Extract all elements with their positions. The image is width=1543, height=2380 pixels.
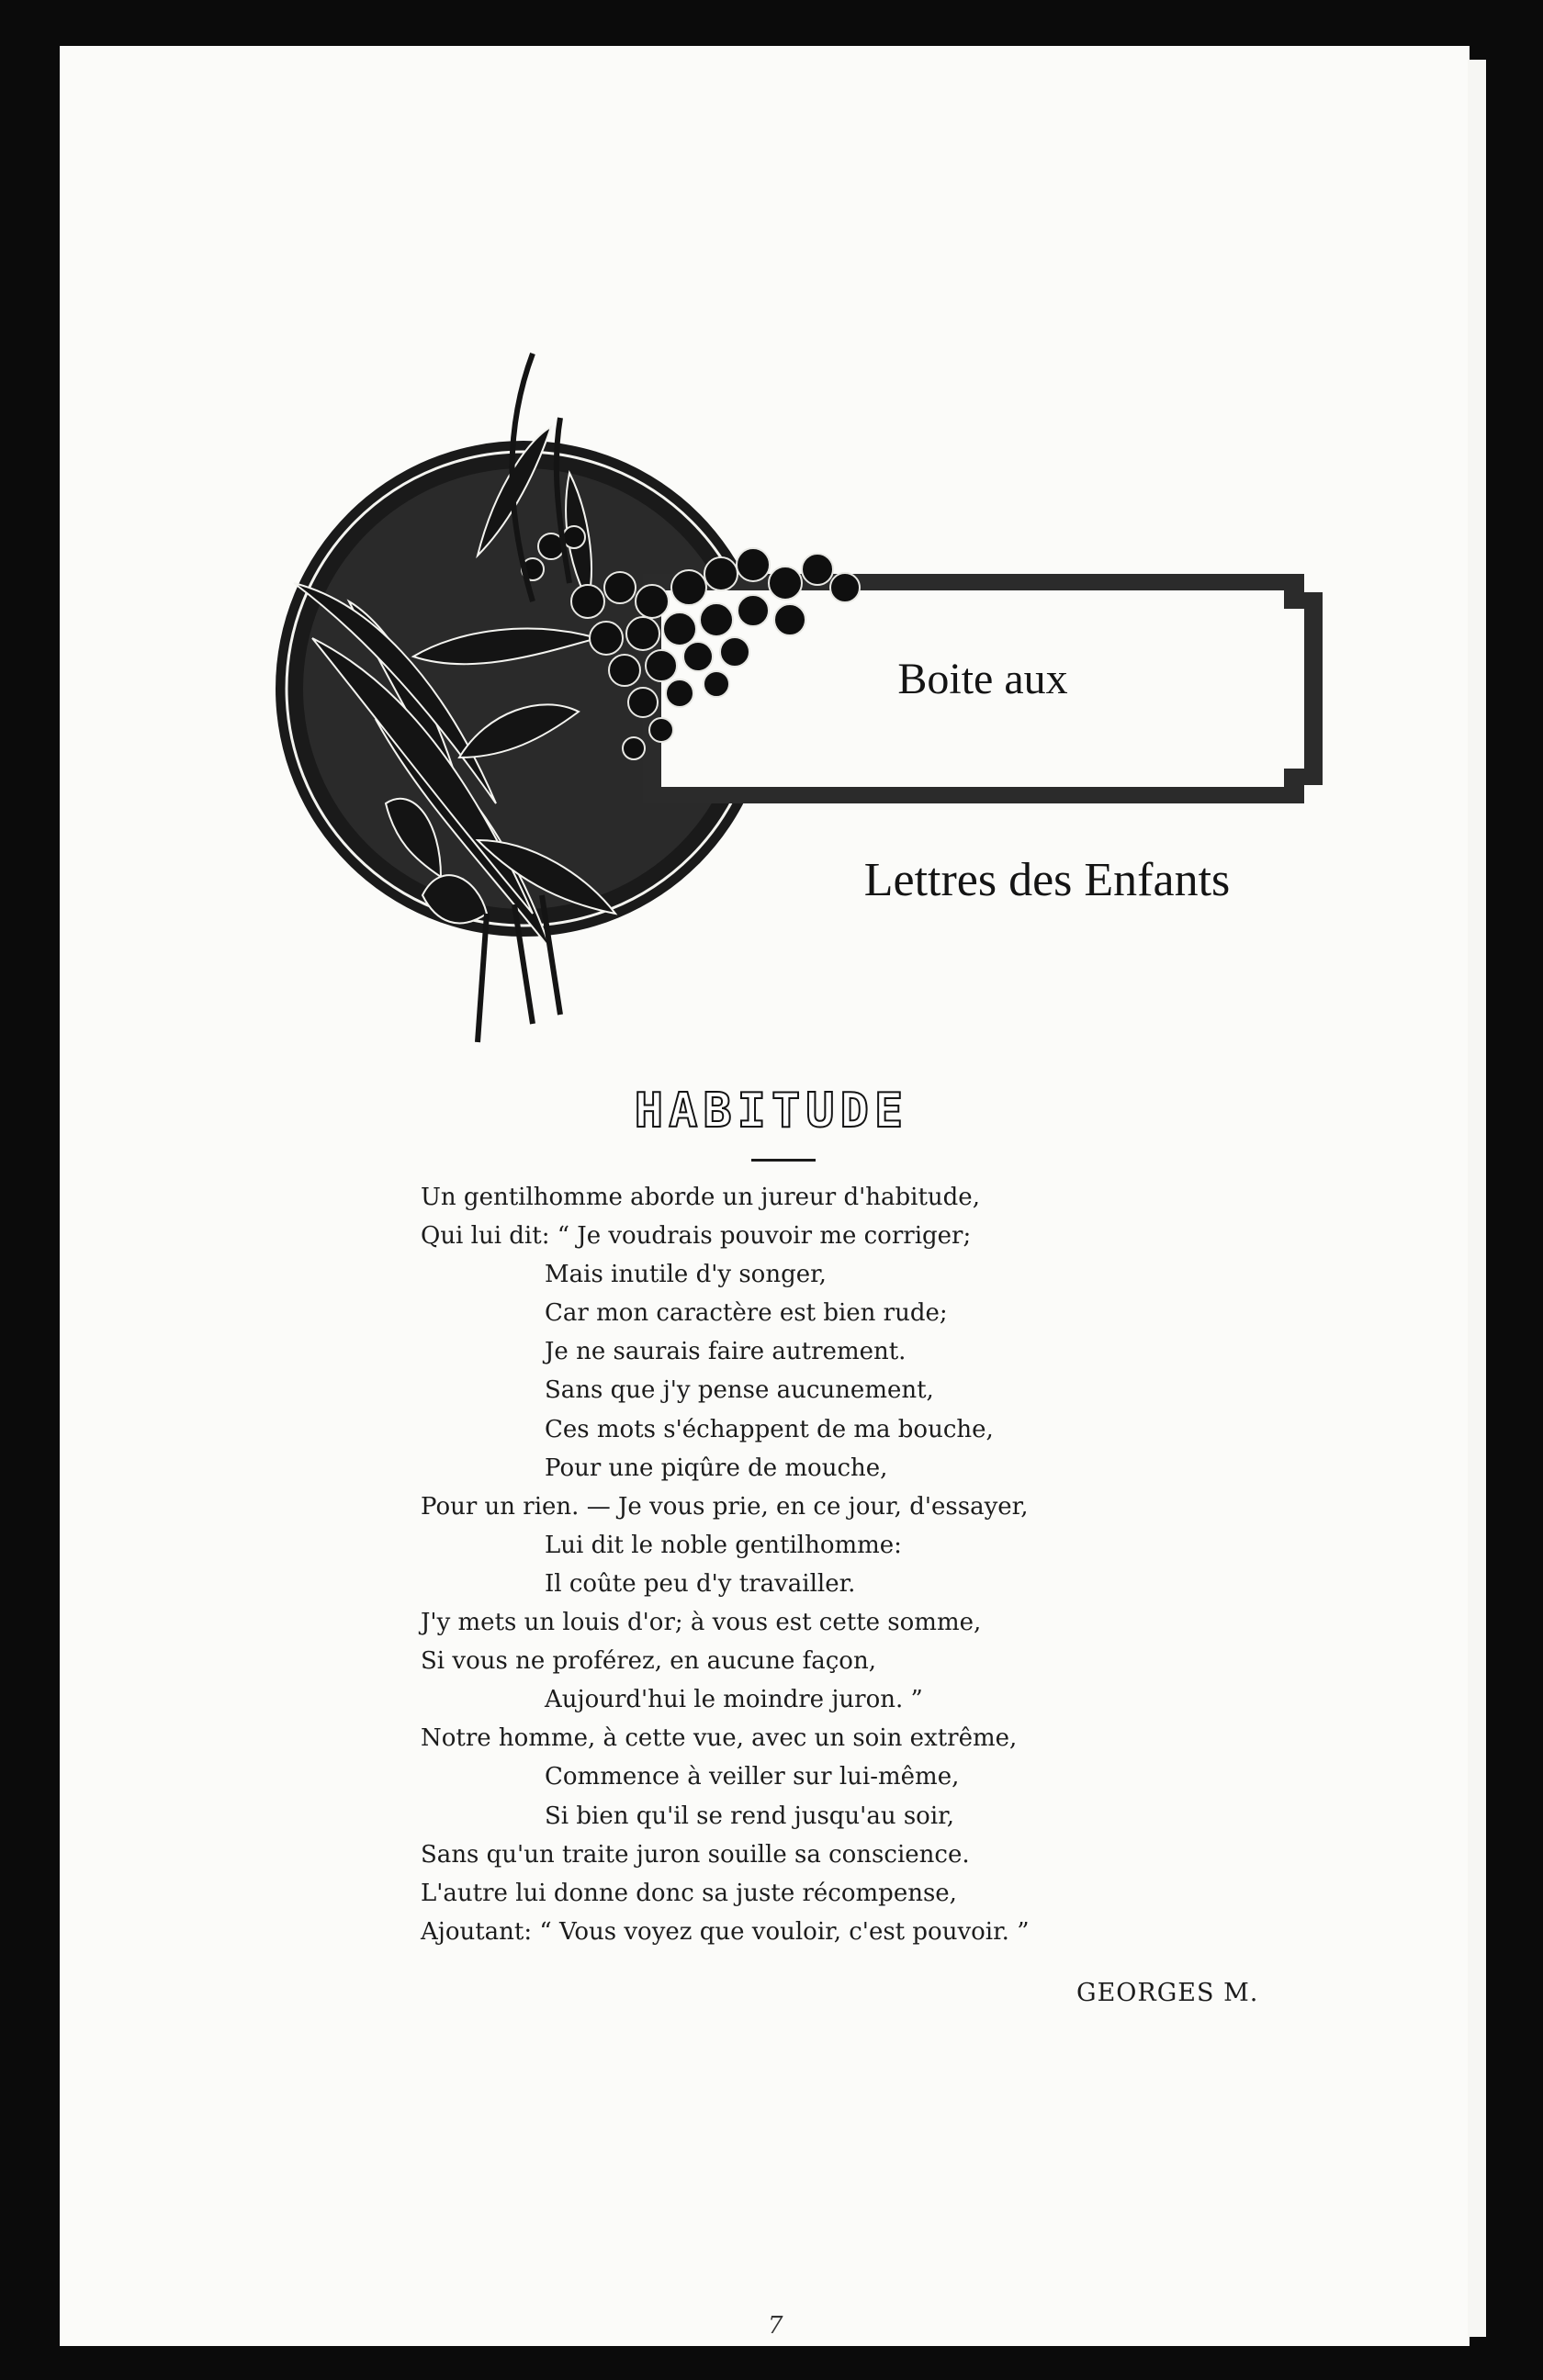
floral-emblem <box>257 326 1359 1061</box>
poem-line: Mais inutile d'y songer, <box>545 1261 827 1289</box>
poem-title: HABITUDE <box>634 1083 909 1139</box>
poem-line: Lui dit le noble gentilhomme: <box>545 1531 902 1559</box>
poem-line: Ajoutant: “ Vous voyez que vouloir, c'est pouvoir. ” <box>421 1917 1030 1946</box>
poem-line: J'y mets un louis d'or; à vous est cette somme, <box>421 1609 982 1637</box>
panel-title-line1: Boite aux <box>897 655 1068 703</box>
poem-line: Sans qu'un traite juron souille sa conscience. <box>421 1840 970 1869</box>
poem-line: Notre homme, à cette vue, avec un soin extrême, <box>421 1724 1018 1753</box>
poem-line: Il coûte peu d'y travailler. <box>545 1569 856 1598</box>
poem-line: Pour un rien. — Je vous prie, en ce jour, d'essayer, <box>421 1492 1029 1521</box>
poem-body <box>421 1178 1030 1951</box>
poem-line: Commence à veiller sur lui-même, <box>545 1763 960 1791</box>
poem-line: Je ne saurais faire autrement. <box>545 1338 907 1366</box>
poem-line: Car mon caractère est bien rude; <box>545 1299 948 1328</box>
page-number: 7 <box>768 2312 783 2340</box>
poem-line: Qui lui dit: “ Je voudrais pouvoir me corriger; <box>421 1222 972 1251</box>
poem-line: Ces mots s'échappent de ma bouche, <box>545 1415 994 1443</box>
poem-line: Sans que j'y pense aucunement, <box>545 1376 934 1405</box>
poem-signature: GEORGES M. <box>1076 1979 1259 2007</box>
poem-line: Pour une piqûre de mouche, <box>545 1454 888 1482</box>
poem-line: Si vous ne proférez, en aucune façon, <box>421 1647 876 1676</box>
poem-line: Un gentilhomme aborde un jureur d'habitude, <box>421 1184 980 1211</box>
panel-title-line2: Lettres des Enfants <box>863 854 1231 906</box>
poem-line: L'autre lui donne donc sa juste récompense, <box>421 1879 957 1907</box>
poem-line: Si bien qu'il se rend jusqu'au soir, <box>545 1802 954 1830</box>
title-rule <box>751 1159 816 1162</box>
poem-line: Aujourd'hui le moindre juron. ” <box>545 1686 923 1714</box>
next-page-edge <box>1468 60 1486 2337</box>
